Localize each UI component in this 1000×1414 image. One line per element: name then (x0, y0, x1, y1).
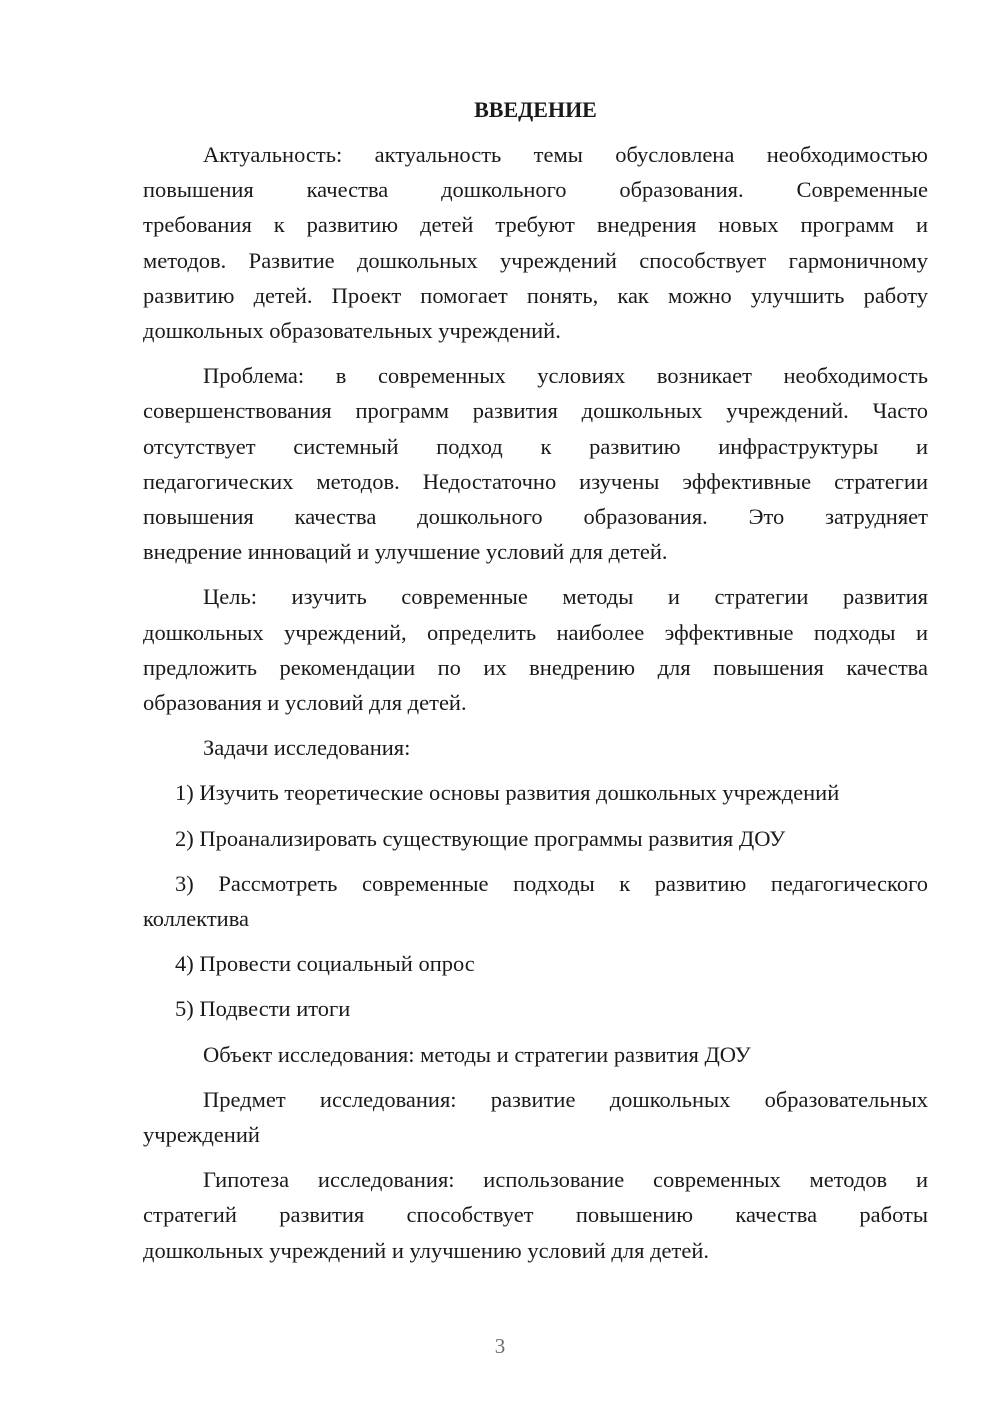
text-line: методов. Развитие дошкольных учреждений способствует гармоничному (143, 247, 928, 273)
problem-paragraph (143, 358, 928, 569)
task-item: 4) Провести социальный опрос (175, 951, 475, 977)
text-line: Цель: изучить современные методы и стратегии развития (203, 584, 928, 610)
text-line: повышения качества дошкольного образования. Современные (143, 177, 928, 203)
text-line: Предмет исследования: развитие дошкольных образовательных (203, 1086, 928, 1112)
text-line: Актуальность: актуальность темы обусловлена необходимостью (203, 142, 928, 167)
text-line: стратегий развития способствует повышению качества работы (143, 1202, 928, 1228)
goal-paragraph (143, 579, 928, 720)
tasks-heading: Задачи исследования: (203, 735, 411, 761)
text-line: Проблема: в современных условиях возникает необходимость (203, 363, 928, 389)
text-line: образования и условий для детей. (143, 690, 467, 716)
text-line: коллектива (143, 906, 250, 932)
relevance-paragraph (143, 137, 928, 348)
task-item: 2) Проанализировать существующие программы развития ДОУ (175, 825, 786, 851)
text-line: дошкольных учреждений и улучшению условий для детей. (143, 1237, 709, 1263)
task-item: 5) Подвести итоги (175, 996, 351, 1022)
page-number: 3 (494, 1334, 506, 1358)
text-line: развитию детей. Проект помогает понять, как можно улучшить работу (143, 282, 928, 308)
hypothesis-paragraph (143, 1162, 928, 1268)
page-title: ВВЕДЕНИЕ (474, 97, 597, 122)
text-line: внедрение инноваций и улучшение условий для детей. (143, 539, 668, 565)
task-item (143, 866, 928, 936)
text-line: дошкольных образовательных учреждений. (143, 318, 561, 344)
text-line: предложить рекомендации по их внедрению для повышения качества (143, 654, 928, 680)
text-line: педагогических методов. Недостаточно изучены эффективные стратегии (143, 468, 928, 494)
text-line: совершенствования программ развития дошкольных учреждений. Часто (143, 398, 928, 424)
text-line: требования к развитию детей требуют внедрения новых программ и (143, 212, 928, 238)
subject-paragraph (143, 1082, 928, 1152)
text-line: учреждений (143, 1122, 260, 1148)
task-item: 1) Изучить теоретические основы развития дошкольных учреждений (175, 780, 840, 806)
text-line: 3) Рассмотреть современные подходы к развитию педагогического (175, 870, 928, 896)
document-page (143, 92, 928, 1268)
text-line: Гипотеза исследования: использование современных методов и (203, 1167, 928, 1193)
text-line: дошкольных учреждений, определить наиболее эффективные подходы и (143, 619, 928, 645)
text-line: отсутствует системный подход к развитию инфраструктуры и (143, 433, 928, 459)
text-line: повышения качества дошкольного образования. Это затрудняет (143, 504, 928, 530)
object-paragraph: Объект исследования: методы и стратегии развития ДОУ (203, 1041, 751, 1067)
